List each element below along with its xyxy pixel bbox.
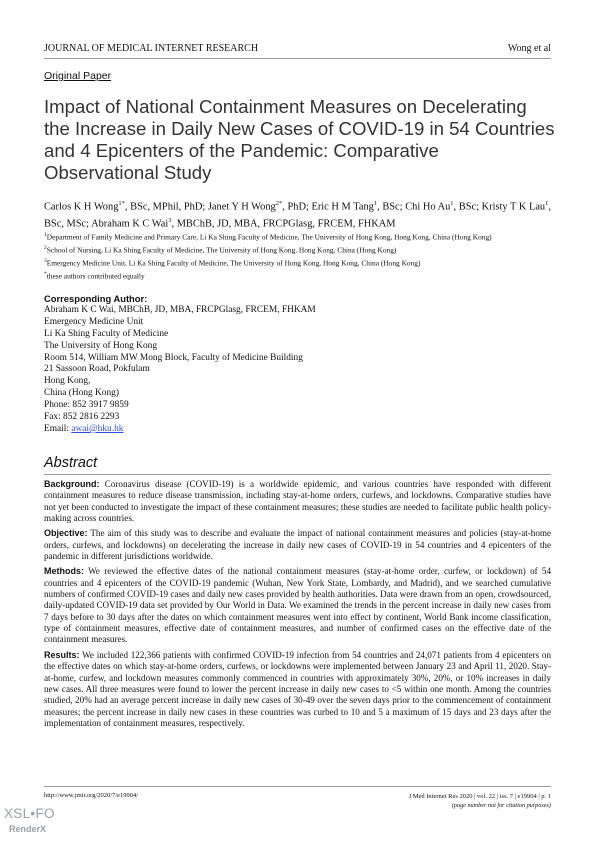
article-type: Original Paper xyxy=(44,70,112,82)
abstract-section-text: We reviewed the effective dates of the national containment measures (stay-at-home order, curfew, or lockdown) of 54 countries and 4 epicenters of the COVID-19 pandemic (Wuhan, New York State, Lombardy, and Madrid), and we searched cumulative numbers of confirmed COVID-19 cases and daily new cases provided by health authorities. Data were drawn from an open, crowdsourced, daily-updated COVID-19 data set provided by Our World in Data. We examined the trends in the percent increase in daily new cases from 7 days before to 30 days after the dates on which containment measures went into effect by continent, World Bank income classification, type of containment measures, effective date of containment measures, and number of confirmed cases on the effective date of the containment measures. xyxy=(44,566,551,645)
footer-citation xyxy=(409,792,551,810)
affiliation-sup: 2 xyxy=(44,245,47,252)
email-line xyxy=(44,424,316,436)
abstract-section-key: Background: xyxy=(44,479,100,489)
header-rule xyxy=(44,58,551,59)
author-degrees: , BSc; xyxy=(377,201,406,213)
author-affil-sup: 1 xyxy=(450,200,454,207)
author-name: Janet Y H Wong xyxy=(207,201,276,213)
abstract-body xyxy=(44,479,551,733)
author-name: Eric H M Tang xyxy=(311,201,374,213)
author-name: Abraham K C Wai xyxy=(91,218,169,230)
abstract-rule xyxy=(44,474,551,475)
abstract-heading: Abstract xyxy=(44,455,98,471)
author-degrees: , MBChB, JD, MBA, FRCPGlasg, FRCEM, FHKAM xyxy=(171,218,396,230)
abstract-section xyxy=(44,566,551,645)
abstract-section xyxy=(44,479,551,524)
email-link[interactable]: awai@hku.hk xyxy=(71,423,124,434)
corresponding-line: Abraham K C Wai, MBChB, JD, MBA, FRCPGlasg, FRCEM, FHKAM xyxy=(44,304,316,315)
corresponding-line: Phone: 852 3917 9859 xyxy=(44,400,129,411)
corresponding-lines xyxy=(44,305,316,424)
article-title: Impact of National Containment Measures on Decelerating the Increase in Daily New Cases of COVID-19 in 54 Countries and 4 Epicenters of the Pandemic: Comparative Observational Study xyxy=(44,96,555,183)
corresponding-author xyxy=(44,293,316,436)
corresponding-line: Emergency Medicine Unit xyxy=(44,316,144,327)
affiliation-text: these authors contributed equally xyxy=(46,271,145,281)
running-header xyxy=(44,43,551,54)
author-degrees: , PhD; xyxy=(282,201,312,213)
footer-rule xyxy=(44,786,551,787)
footer-url[interactable]: http://www.jmir.org/2020/7/e19904/ xyxy=(44,792,139,799)
author-name: Kristy T K Lau xyxy=(481,201,546,213)
affiliation-list xyxy=(44,230,551,282)
author-name: Chi Ho Au xyxy=(405,201,451,213)
author-affil-sup: 3 xyxy=(168,217,172,225)
affiliation-text: Department of Family Medicine and Primary Care, Li Ka Shing Faculty of Medicine, The University of Hong Kong, Hong Kong, China (Hong Kong) xyxy=(46,232,492,242)
abstract-section-text: The aim of this study was to describe and evaluate the impact of national containment measures and policies (stay-at-home orders, curfews, and lockdowns) on decelerating the increase in daily new cases of COVID-19 in 54 countries and 4 epicenters of the pandemic in different jurisdictions worldwide. xyxy=(44,528,551,562)
author-degrees: , BSc; xyxy=(453,201,482,213)
corresponding-line: Li Ka Shing Faculty of Medicine xyxy=(44,328,169,339)
abstract-section-text: We included 122,366 patients with confirmed COVID-19 infection from 54 countries and 24,071 patients from 4 epicenters on the effective dates on which stay-at-home orders, curfews, or lockdowns were implemented between January 23 and April 11, 2020. Stay-at-home, curfew, and lockdown measures commonly commenced in countries with approximately 30%, 20%, or 10% increases in daily new cases. All three measures were found to lower the percent increase in daily new cases to <5 within one month. Among the countries studied, 20% had an average percent increase in daily new cases of 30-49 over the seven days prior to the commencement of containment measures; the percent increase in daily new cases in these countries was curbed to 10 and 5 a maximum of 15 days and 23 days after the implementation of containment measures, respectively. xyxy=(44,649,551,728)
abstract-section xyxy=(44,650,551,729)
journal-name: JOURNAL OF MEDICAL INTERNET RESEARCH xyxy=(44,43,259,54)
author-affil-sup: 1 xyxy=(545,200,549,207)
corresponding-line: Fax: 852 2816 2293 xyxy=(44,412,120,423)
author-affil-sup: 1* xyxy=(118,200,125,207)
author-degrees: , BSc, MSc; xyxy=(44,201,551,230)
abstract-section-text: Coronavirus disease (COVID-19) is a worldwide epidemic, and various countries have responded with different containment measures to reduce disease transmission, including stay-at-home orders, curfews, and lockdowns. Comparative studies have not yet been conducted to investigate the impact of these containment measures; these studies are needed to facilitate public health policy-making across countries. xyxy=(44,479,551,524)
affiliation-item xyxy=(44,256,551,269)
author-affil-sup: 1 xyxy=(373,200,378,207)
running-author: Wong et al xyxy=(507,43,551,54)
affiliation-item xyxy=(44,269,551,282)
citation-note: (page number not for citation purposes) xyxy=(451,802,551,809)
abstract-section-key: Results: xyxy=(44,649,80,660)
corresponding-line: Room 514, William MW Mong Block, Faculty of Medicine Building xyxy=(44,352,303,363)
corresponding-line: China (Hong Kong) xyxy=(44,388,119,399)
affiliation-item xyxy=(44,243,551,256)
corresponding-line: 21 Sassoon Road, Pokfulam xyxy=(44,364,150,375)
xslfo-watermark: XSL•FO xyxy=(4,806,55,821)
abstract-section xyxy=(44,528,551,562)
corresponding-line: Hong Kong, xyxy=(44,376,91,387)
corresponding-line: The University of Hong Kong xyxy=(44,340,158,351)
abstract-section-key: Methods: xyxy=(44,566,84,577)
affiliation-text: Emergency Medicine Unit, Li Ka Shing Faculty of Medicine, The University of Hong Kong, Hong Kong, China (Hong Kong) xyxy=(46,258,421,268)
renderx-watermark: RenderX xyxy=(9,824,47,834)
author-degrees: , BSc, MPhil, PhD; xyxy=(124,201,208,213)
affiliation-item xyxy=(44,230,551,243)
author-list xyxy=(44,197,551,232)
affiliation-sup: 3 xyxy=(44,258,47,265)
author-affil-sup: 2* xyxy=(275,200,283,207)
abstract-section-key: Objective: xyxy=(44,528,88,539)
citation-text: J Med Internet Res 2020 | vol. 22 | iss. 7 | e19904 | p. 1 xyxy=(408,793,551,800)
affiliation-sup: * xyxy=(44,271,47,278)
author-name: Carlos K H Wong xyxy=(44,201,119,213)
affiliation-text: School of Nursing, Li Ka Shing Faculty of Medicine, The University of Hong Kong, Hong Kong, China (Hong Kong) xyxy=(46,245,397,255)
email-label: Email: xyxy=(44,423,72,434)
affiliation-sup: 1 xyxy=(44,232,47,238)
corresponding-heading: Corresponding Author: xyxy=(44,293,148,304)
